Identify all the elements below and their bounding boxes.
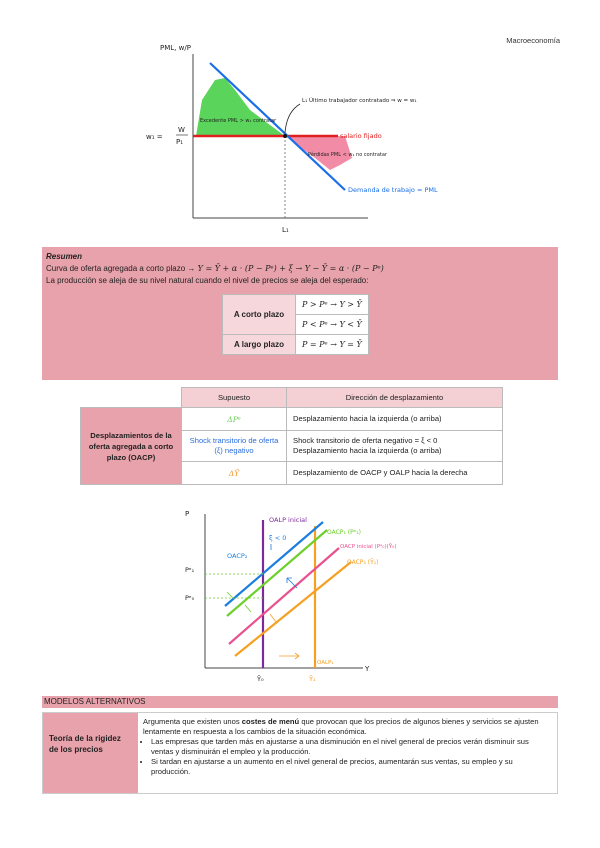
- labour-market-graph: [140, 40, 480, 240]
- xi-label: ξ < 0: [269, 534, 287, 542]
- oacp-3-line: [235, 562, 351, 656]
- header-title: Macroeconomía: [506, 36, 560, 45]
- resumen-table: [222, 294, 369, 355]
- direccion-2: [287, 431, 503, 462]
- oacp-table: [80, 387, 503, 485]
- y0-label: Ȳ₀: [257, 675, 264, 683]
- rigidez-intro: [143, 717, 551, 737]
- modelos-alternativos-bar: MODELOS ALTERNATIVOS: [42, 696, 558, 708]
- shift-arrow-4: [270, 614, 276, 622]
- g2-y-axis-label: P: [185, 510, 190, 518]
- excedente-area: [196, 78, 285, 136]
- corto-row-1: P > Pᵉ → Y > Ȳ: [296, 295, 369, 315]
- bullet-item: • Las empresas que tarden más en ajustarse a una disminución en el nivel general de precios verán disminuir sus ventas y disminuirán el empleo y la producción.: [151, 737, 551, 757]
- g2-x-axis-label: Y: [365, 665, 370, 673]
- p1-label: Pᵉ₁: [185, 566, 195, 574]
- direccion-2-line-1: Shock transitorio de oferta negativo = ξ < 0: [293, 436, 438, 445]
- largo-row: P = Pᵉ → Y = Ȳ: [296, 335, 369, 355]
- annotation-point: L₁ Último trabajador contratado ⇒ w = w₁: [302, 98, 417, 104]
- direccion-1: Desplazamiento hacia la izquierda (o arriba): [287, 408, 503, 431]
- oacp-3-label: OACP₃ (Ȳ₁): [347, 559, 379, 566]
- demand-label: Demanda de trabajo = PML: [348, 186, 438, 194]
- perdidas-label: Pérdidas PML < w₁ no contratar: [308, 152, 387, 158]
- resumen-line-1-formula: Y = Ȳ + α · (P − Pᵉ) + ξ → Y − Ȳ = α · (P − Pᵉ): [197, 264, 384, 273]
- oacp-shift-graph: [175, 506, 475, 694]
- shift-arrow-5: [279, 653, 299, 659]
- oacp-inicial-line: [229, 548, 339, 644]
- intersection-point: [283, 134, 287, 138]
- y-axis-label: PML, w/P: [160, 44, 191, 52]
- bullet-item: • Si tardan en ajustarse a un aumento en el nivel general de precios, aumentarán sus ventas, su empleo y su producción.: [151, 757, 551, 777]
- header-supuesto: Supuesto: [182, 388, 287, 408]
- corto-plazo-label: A corto plazo: [223, 295, 296, 335]
- rigidez-precios-row: [42, 712, 558, 794]
- supuesto-3: ΔȲ: [182, 462, 287, 485]
- resumen-line-1: [46, 264, 384, 273]
- oacp-inicial-label: OACP inicial (Pᵉ₀)(Ȳ₀): [340, 544, 397, 550]
- direccion-3: Desplazamiento de OACP y OALP hacia la derecha: [287, 462, 503, 485]
- shift-arrow-1: [287, 578, 297, 588]
- rigidez-bullets: [143, 737, 551, 777]
- y1-label: Ȳ₁: [309, 675, 316, 683]
- resumen-line-1-text: Curva de oferta agregada a corto plazo →: [46, 264, 196, 273]
- corto-row-2: P < Pᵉ → Y < Ȳ: [296, 315, 369, 335]
- header-direccion: Dirección de desplazamiento: [287, 388, 503, 408]
- supuesto-2: Shock transitorio de oferta (ξ) negativo: [182, 431, 287, 462]
- oacp-2-label: OACP₂: [227, 552, 248, 560]
- annotation-arrow: [285, 104, 300, 133]
- w-numerator: W: [178, 126, 185, 134]
- resumen-box: [42, 247, 558, 380]
- intro-bold: costes de menú: [241, 717, 300, 726]
- oacp-1-label: OACP₁ (Pᵉ₁): [327, 529, 361, 536]
- intro-part-1: Argumenta que existen unos: [143, 717, 242, 726]
- p0-label: Pᵉ₀: [185, 594, 195, 602]
- x-tick-l1: L₁: [282, 226, 289, 234]
- shift-arrow-3: [245, 605, 251, 612]
- largo-plazo-label: A largo plazo: [223, 335, 296, 355]
- rigidez-label: Teoría de la rigidez de los precios: [43, 713, 138, 793]
- intro-part-2: que provocan que los precios de algunos bienes y servicios se ajusten lentamente en respuesta a los cambios de la situación económica.: [143, 717, 539, 736]
- resumen-line-2: La producción se aleja de su nivel natural cuando el nivel de precios se aleja del esperado:: [46, 276, 369, 285]
- resumen-title: Resumen: [46, 252, 83, 261]
- rigidez-content: [143, 717, 551, 777]
- oacp-row-head: Desplazamientos de la oferta agregada a corto plazo (OACP): [81, 408, 182, 485]
- direccion-2-line-2: Desplazamiento hacia la izquierda (o arriba): [293, 446, 442, 455]
- supuesto-1: ΔPᵉ: [182, 408, 287, 431]
- shift-arrow-2: [227, 592, 233, 598]
- oalp-1-label: OALP₁: [317, 660, 334, 666]
- w-prefix-label: w₁ =: [146, 133, 163, 141]
- oalp-inicial-label: OALP inicial: [269, 516, 307, 524]
- w-denominator: P₁: [176, 138, 184, 146]
- excedente-label: Excedente PML > w₁ contratar: [200, 118, 277, 124]
- salary-label: salario fijado: [340, 132, 382, 140]
